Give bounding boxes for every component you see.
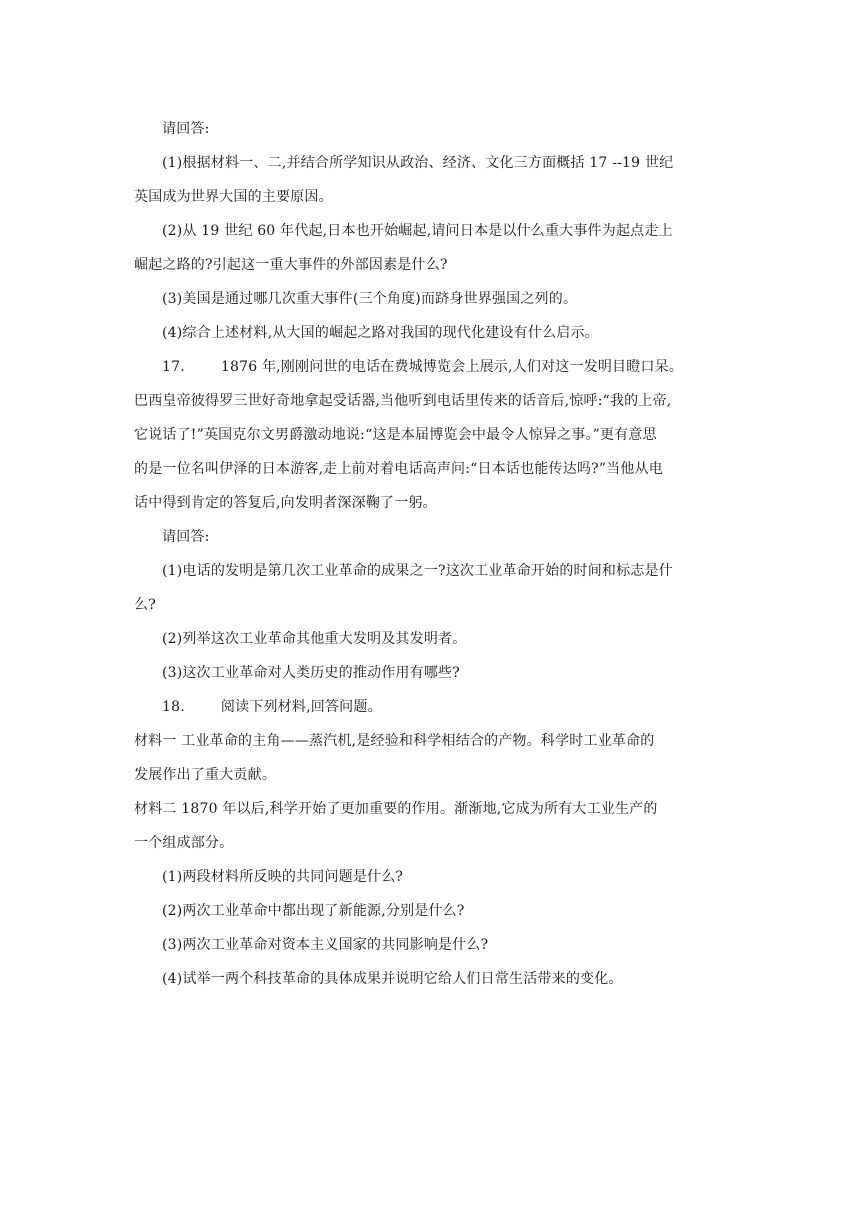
- question-17-line-4: 的是一位名叫伊泽的日本游客,走上前对着电话高声问:“日本话也能传达吗?”当他从电: [134, 461, 663, 477]
- question-17-number: 17.: [162, 359, 185, 375]
- question-17-line-5: 话中得到肯定的答复后,向发明者深深鞠了一躬。: [134, 495, 437, 511]
- material-1-line-2: 发展作出了重大贡献。: [134, 767, 276, 783]
- material-2-line-1: 材料二 1870 年以后,科学开始了更加重要的作用。渐渐地,它成为所有大工业生产的: [134, 801, 658, 817]
- question-2: (2)从 19 世纪 60 年代起,日本也开始崛起,请问日本是以什么重大事件为起点走上: [162, 223, 673, 239]
- question-4: (4)综合上述材料,从大国的崛起之路对我国的现代化建设有什么启示。: [162, 325, 599, 341]
- question-17-line-3: 它说话了!”英国克尔文男爵激动地说:“这是本届博览会中最令人惊异之事。”更有意思: [134, 427, 657, 443]
- question-17-answer-prompt: 请回答:: [162, 529, 210, 545]
- question-1-continued: 英国成为世界大国的主要原因。: [134, 189, 333, 205]
- question-18-sub-4: (4)试举一两个科技革命的具体成果并说明它给人们日常生活带来的变化。: [162, 971, 623, 987]
- question-17-line-1: [134, 350, 730, 384]
- question-18-sub-3: (3)两次工业革命对资本主义国家的共同影响是什么?: [162, 937, 489, 953]
- question-17-sub-2: (2)列举这次工业革命其他重大发明及其发明者。: [162, 631, 467, 647]
- page-content: [134, 112, 730, 996]
- question-17-sub-3: (3)这次工业革命对人类历史的推动作用有哪些?: [162, 665, 460, 681]
- question-18-intro: 阅读下列材料,回答问题。: [220, 699, 382, 715]
- question-17-line-2: 巴西皇帝彼得罗三世好奇地拿起受话器,当他听到电话里传来的话音后,惊呼:“我的上帝,: [134, 393, 672, 409]
- question-1: (1)根据材料一、二,并结合所学知识从政治、经济、文化三方面概括 17 --19 世纪: [162, 155, 674, 171]
- question-17-sub-1: (1)电话的发明是第几次工业革命的成果之一?这次工业革命开始的时间和标志是什: [162, 563, 673, 579]
- question-18-sub-2: (2)两次工业革命中都出现了新能源,分别是什么?: [162, 903, 465, 919]
- question-18-line-1: [134, 690, 730, 724]
- question-3: (3)美国是通过哪几次重大事件(三个角度)而跻身世界强国之列的。: [162, 291, 578, 307]
- answer-prompt: 请回答:: [162, 121, 210, 137]
- question-17-sub-1-continued: 么?: [134, 597, 156, 613]
- material-1-line-1: 材料一 工业革命的主角——蒸汽机,是经验和科学相结合的产物。科学时工业革命的: [134, 733, 655, 749]
- question-2-continued: 崛起之路的?引起这一重大事件的外部因素是什么?: [134, 257, 448, 273]
- question-18-number: 18.: [162, 699, 185, 715]
- question-17-text: 1876 年,刚刚问世的电话在费城博览会上展示,人们对这一发明目瞪口呆。: [220, 359, 684, 375]
- question-18-sub-1: (1)两段材料所反映的共同问题是什么?: [162, 869, 404, 885]
- material-2-line-2: 一个组成部分。: [134, 835, 234, 851]
